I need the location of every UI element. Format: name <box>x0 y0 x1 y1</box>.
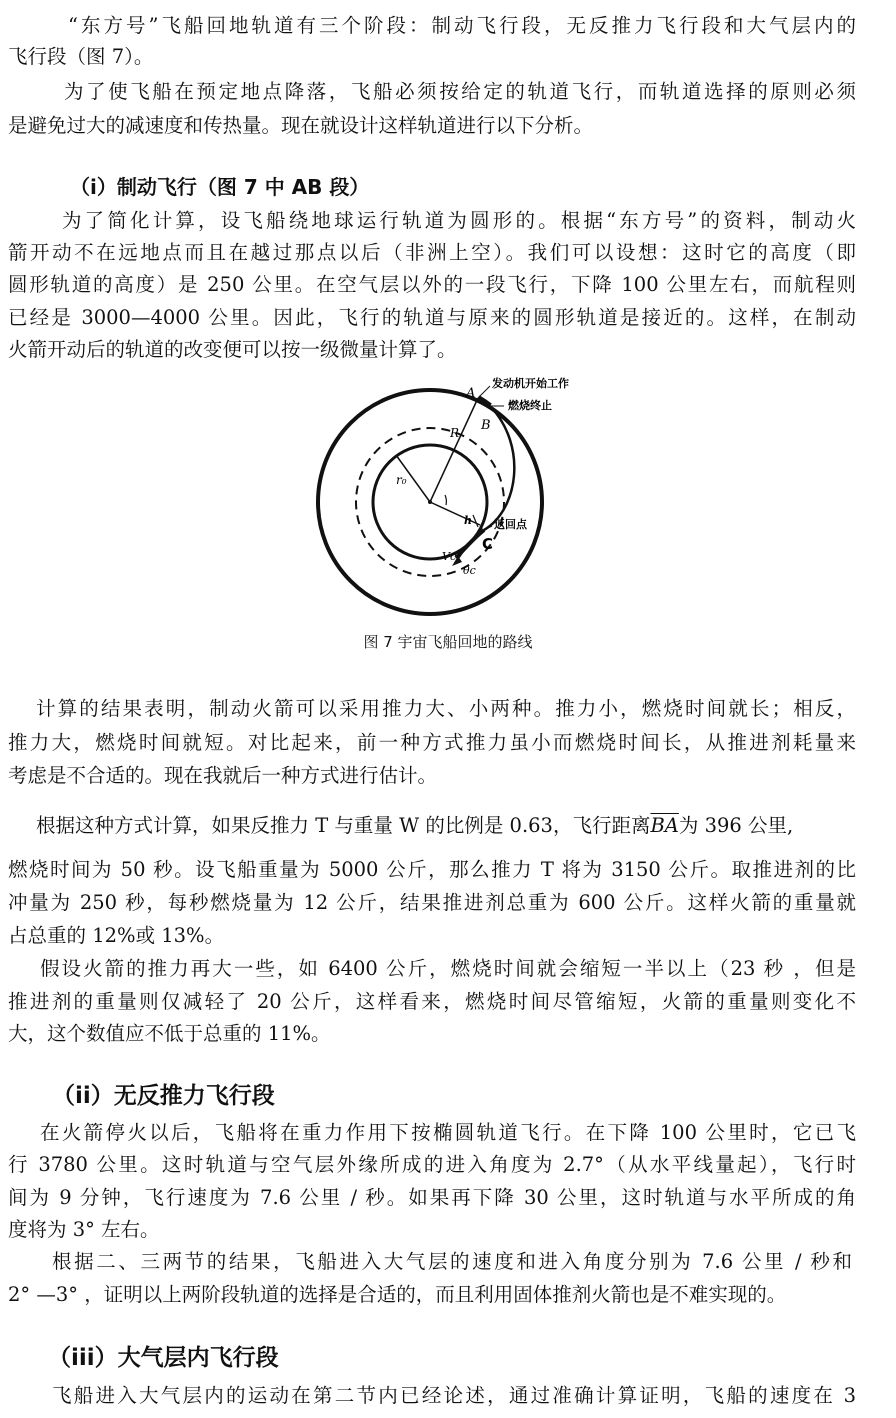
para1-line1: “东方号”飞船回地轨道有三个阶段：制动飞行段，无反推力飞行段和大气层内的 <box>68 14 856 37</box>
burn-segment-ab <box>478 398 490 406</box>
height-marker <box>473 515 478 527</box>
label-h: h <box>464 514 472 527</box>
atmospheric-segment <box>456 530 484 558</box>
para5-line1-text-a: 根据这种方式计算，如果反推力 T 与重量 W 的比例是 0.63，飞行距离 <box>36 814 651 837</box>
point-a: A <box>466 386 476 401</box>
para3-line5: 火箭开动后的轨道的改变便可以按一级微量计算了。 <box>8 338 457 361</box>
para7-line2: 行 3780 公里。这时轨道与空气层外缘所成的进入角度为 2.7°（从水平线量起），飞行时 <box>8 1153 856 1176</box>
para7-line4: 度将为 3° 左右。 <box>8 1218 160 1241</box>
return-radius-line <box>430 502 480 525</box>
label-return-point: 返回点 <box>494 518 527 531</box>
para3-line3: 圆形轨道的高度）是 250 公里。在空气层以外的一段飞行，下降 100 公里左右，而航程则 <box>8 273 856 296</box>
para8-line1: 根据二、三两节的结果，飞船进入大气层的速度和进入角度分别为 7.6 公里 / 秒和 <box>52 1250 852 1273</box>
label-r0: r₀ <box>396 473 407 487</box>
section-heading-unpowered: （ii）无反推力飞行段 <box>52 1083 275 1109</box>
label-burn-end: 燃烧终止 <box>508 399 552 412</box>
point-b: B <box>481 418 491 433</box>
para5-line3: 冲量为 250 秒，每秒燃烧量为 12 公斤，结果推进剂总重为 600 公斤。这样火箭的重量就 <box>8 891 856 914</box>
label-vc: Vc <box>442 550 457 563</box>
para4-line3: 考虑是不合适的。现在我就后一种方式进行估计。 <box>8 764 438 787</box>
para5-line2: 燃烧时间为 50 秒。设飞船重量为 5000 公斤，那么推力 T 将为 3150 公斤。取推进剂的比 <box>8 858 856 881</box>
para3-line2: 箭开动不在远地点而且在越过那点以后（非洲上空）。我们可以设想：这时它的高度（即 <box>8 241 856 264</box>
para2-line1: 为了使飞船在预定地点降落，飞船必须按给定的轨道飞行，而轨道选择的原则必须 <box>64 80 856 103</box>
para1-line2: 飞行段（图 7）。 <box>8 45 154 68</box>
para4-line2: 推力大，燃烧时间就短。对比起来，前一种方式推力虽小而燃烧时间长，从推进剂耗量来 <box>8 731 856 754</box>
point-c: C <box>482 535 494 553</box>
para9-line1: 飞船进入大气层内的运动在第二节内已经论述，通过准确计算证明，飞船的速度在 3 <box>52 1384 856 1407</box>
para3-line1: 为了简化计算，设飞船绕地球运行轨道为圆形的。根据“东方号”的资料，制动火 <box>62 209 856 232</box>
para4-line1: 计算的结果表明，制动火箭可以采用推力大、小两种。推力小，燃烧时间就长；相反， <box>36 697 856 720</box>
para8-line2: 2° —3° ，证明以上两阶段轨道的选择是合适的，而且利用固体推剂火箭也是不难实现的。 <box>8 1283 787 1306</box>
section-heading-braking: （i）制动飞行（图 7 中 AB 段） <box>70 175 370 199</box>
label-r: R <box>450 426 460 440</box>
figure-return-trajectory <box>300 372 596 620</box>
para3-line4: 已经是 3000—4000 公里。因此，飞行的轨道与原来的圆形轨道是接近的。这样，在制动 <box>8 306 856 329</box>
para6-line1: 假设火箭的推力再大一些，如 6400 公斤，燃烧时间就会缩短一半以上（23 秒 ，但是 <box>40 957 856 980</box>
figure-caption: 图 7 宇宙飞船回地的路线 <box>363 633 533 651</box>
para5-line1 <box>36 812 856 839</box>
leader-engine-start <box>478 386 490 398</box>
para5-line4: 占总重的 12%或 13%。 <box>8 924 225 947</box>
label-engine-start: 发动机开始工作 <box>492 377 569 390</box>
distance-ba-symbol: $\overline{BA}$ <box>650 814 679 837</box>
para6-line2: 推进剂的重量则仅减轻了 20 公斤，这样看来，燃烧时间尽管缩短，火箭的重量则变化不 <box>8 990 856 1013</box>
para2-line2: 是避免过大的减速度和传热量。现在就设计这样轨道进行以下分析。 <box>8 114 594 137</box>
angle-arc <box>445 495 446 505</box>
label-theta-c: θc <box>463 564 476 577</box>
section-heading-atmospheric: （iii）大气层内飞行段 <box>48 1345 279 1371</box>
para7-line1: 在火箭停火以后，飞船将在重力作用下按椭圆轨道飞行。在下降 100 公里时，它已飞 <box>40 1121 856 1144</box>
para5-line1-text-b: 为 396 公里, <box>678 814 794 837</box>
para6-line3: 大，这个数值应不低于总重的 11%。 <box>8 1022 331 1045</box>
para7-line3: 间为 9 分钟，飞行速度为 7.6 公里 / 秒。如果再下降 30 公里，这时轨道与水平所成的角 <box>8 1186 856 1209</box>
radius-r-line <box>430 398 478 502</box>
